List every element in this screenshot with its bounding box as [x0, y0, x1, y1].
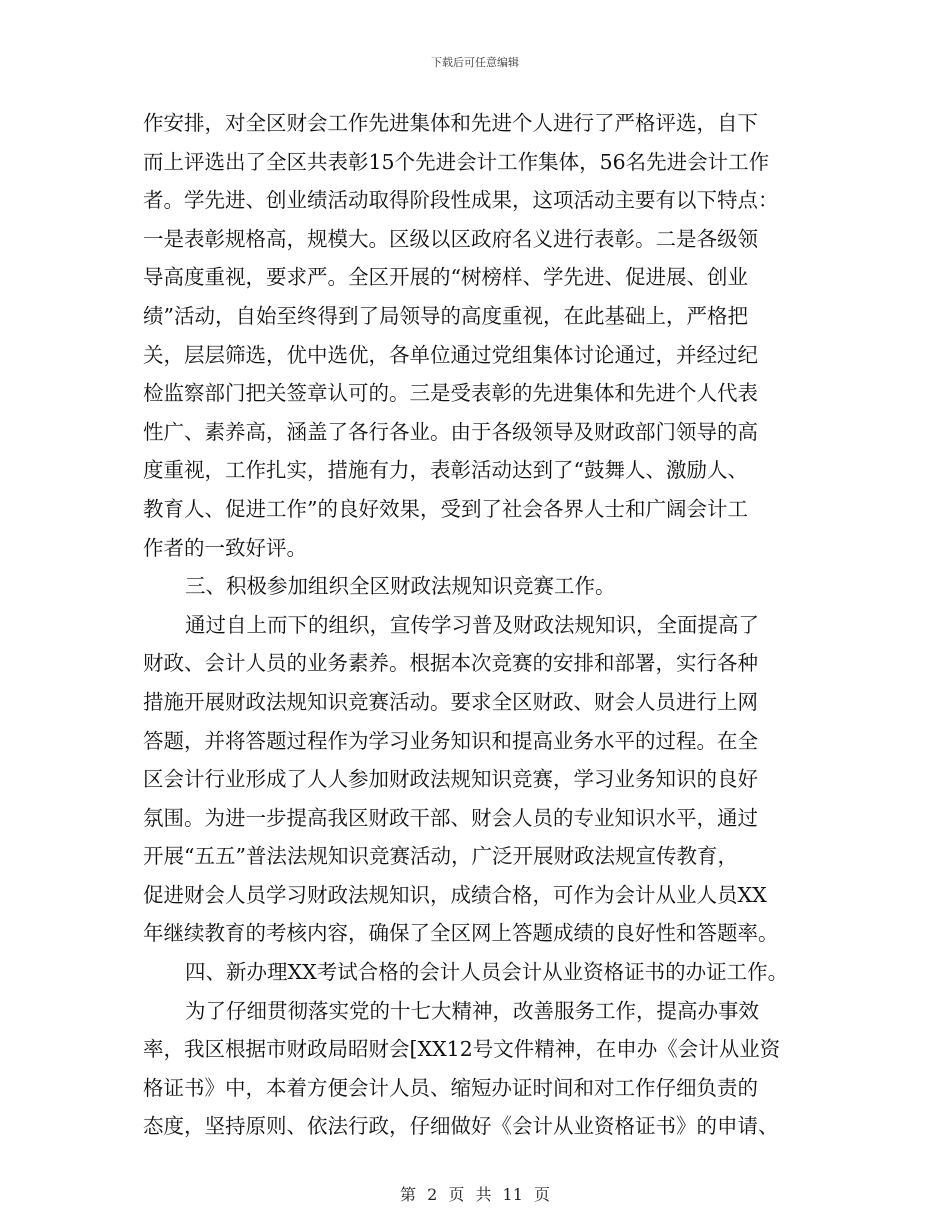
text-line: 年继续教育的考核内容，确保了全区网上答题成绩的良好性和答题率。 [143, 921, 779, 946]
text-line: 四、新办理XX考试合格的会计人员会计从业资格证书的办证工作。 [185, 960, 789, 985]
text-line: 者。学先进、创业绩活动取得阶段性成果，这项活动主要有以下特点： [143, 188, 779, 213]
text-line: 氛围。为进一步提高我区财政干部、财会人员的专业知识水平，通过 [143, 805, 758, 830]
text-line: 区会计行业形成了人人参加财政法规知识竞赛，学习业务知识的良好 [143, 767, 758, 792]
text-line: 作安排，对全区财会工作先进集体和先进个人进行了严格评选，自下 [143, 111, 758, 135]
text-line: 开展“五五”普法法规知识竞赛活动，广泛开展财政法规宣传教育， [143, 844, 738, 869]
text-line: 为了仔细贯彻落实党的十七大精神，改善服务工作，提高办事效 [185, 998, 759, 1023]
document-body [143, 104, 815, 1146]
text-line: 教育人、促进工作”的良好效果，受到了社会各界人士和广阔会计工 [143, 496, 748, 521]
text-line: 一是表彰规格高，规模大。区级以区政府名义进行表彰。二是各级领 [143, 226, 758, 251]
text-line: 性广、素养高，涵盖了各行各业。由于各级领导及财政部门领导的高 [143, 419, 758, 444]
text-line: 通过自上而下的组织，宣传学习普及财政法规知识，全面提高了 [185, 612, 759, 637]
text-line: 态度，坚持原则、依法行政，仔细做好《会计从业资格证书》的申请、 [143, 1114, 779, 1139]
text-line: 关，层层筛选，优中选优，各单位通过党组集体讨论通过，并经过纪 [143, 342, 758, 367]
text-line: 度重视，工作扎实，措施有力，表彰活动达到了“鼓舞人、激励人、 [143, 458, 748, 483]
text-line: 措施开展财政法规知识竞赛活动。要求全区财政、财会人员进行上网 [143, 689, 758, 714]
page-footer: 第 2 页 共 11 页 [400, 1185, 550, 1204]
text-line: 而上评选出了全区共表彰15个先进会计工作集体，56名先进会计工作 [143, 149, 770, 174]
text-line: 三、积极参加组织全区财政法规知识竞赛工作。 [185, 574, 616, 599]
text-line: 促进财会人员学习财政法规知识，成绩合格，可作为会计从业人员XX [143, 882, 767, 907]
text-line: 财政、会计人员的业务素养。根据本次竞赛的安排和部署，实行各种 [143, 651, 758, 676]
text-line: 率，我区根据市财政局昭财会[XX12号文件精神，在申办《会计从业资 [143, 1037, 781, 1062]
text-line: 导高度重视，要求严。全区开展的“树榜样、学先进、促进展、创业 [143, 265, 748, 290]
text-line: 作者的一致好评。 [143, 535, 307, 560]
text-line: 答题，并将答题过程作为学习业务知识和提高业务水平的过程。在全 [143, 728, 758, 753]
page-header: 下载后可任意编辑 [431, 56, 519, 69]
text-line: 格证书》中，本着方便会计人员、缩短办证时间和对工作仔细负责的 [143, 1075, 758, 1100]
text-line: 检监察部门把关签章认可的。三是受表彰的先进集体和先进个人代表 [143, 381, 758, 406]
text-line: 绩”活动，自始至终得到了局领导的高度重视，在此基础上，严格把 [143, 303, 748, 328]
